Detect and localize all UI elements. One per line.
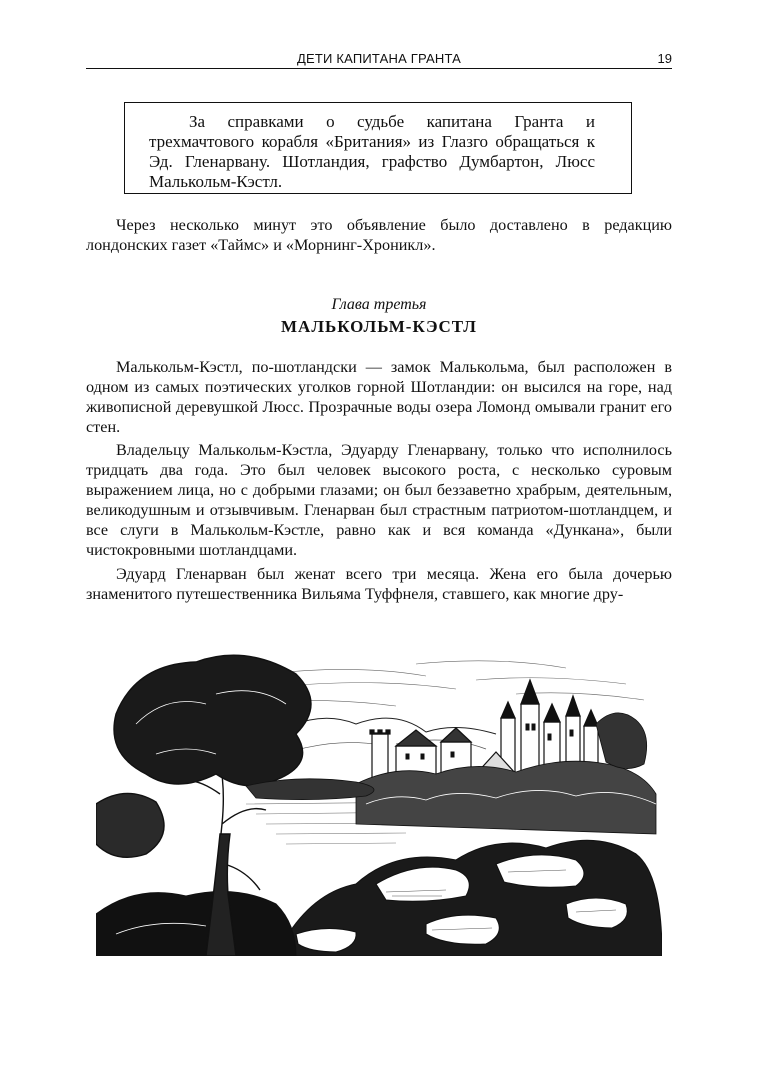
chapter-title: МАЛЬКОЛЬМ-КЭСТЛ [281,317,477,336]
middle-shore [246,779,374,800]
chapter-label: Глава третья [331,296,427,313]
paragraph-wife: Эдуард Гленарван был женат всего три месяца. Жена его была дочерью знаменитого путешественника Вильяма Туффнеля, ставшего, как многие дру- [86,565,672,603]
castle-landscape-engraving [96,634,662,956]
paragraph-castle: Малькольм-Кэстл, по-шотландски — замок Малькольма, был расположен в одном из самых поэтических уголков горной Шотландии: он высился на горе, над живописной деревушкой Люсс. Прозрачные воды озера Ломонд омывали гранит его стен. [86,358,672,436]
left-shore [96,892,296,957]
notice-box [124,102,632,194]
paragraph-glenarvan: Владельцу Малькольм-Кэстла, Эдуарду Гленарвану, только что исполнилось тридцать два года. Это был человек высокого роста, с несколько суровым выражением лица, но с добрыми глазами; он был беззаветно храбрым, деятельным, великодушным и отзывчивым. Гленарван был страстным патриотом-шотландцем, и все слуги в Малькольм-Кэстле, равно как и вся команда «Дункана», были чистокровными шотландцами. [86,441,672,559]
notice-text: За справками о судьбе капитана Гранта и трехмачтового корабля «Британия» из Глазго обращаться к Эд. Гленарвану. Шотландия, графство Думбартон, Люсс Малькольм-Кэстл. [149,112,595,191]
paragraph-intro: Через несколько минут это объявление было доставлено в редакцию лондонских газет «Таймс» и «Морнинг-Хроникл». [86,216,672,254]
page-number: 19 [657,51,672,66]
foreground-rocks [276,840,662,956]
running-header [86,50,672,69]
running-title: ДЕТИ КАПИТАНА ГРАНТА [296,51,462,66]
